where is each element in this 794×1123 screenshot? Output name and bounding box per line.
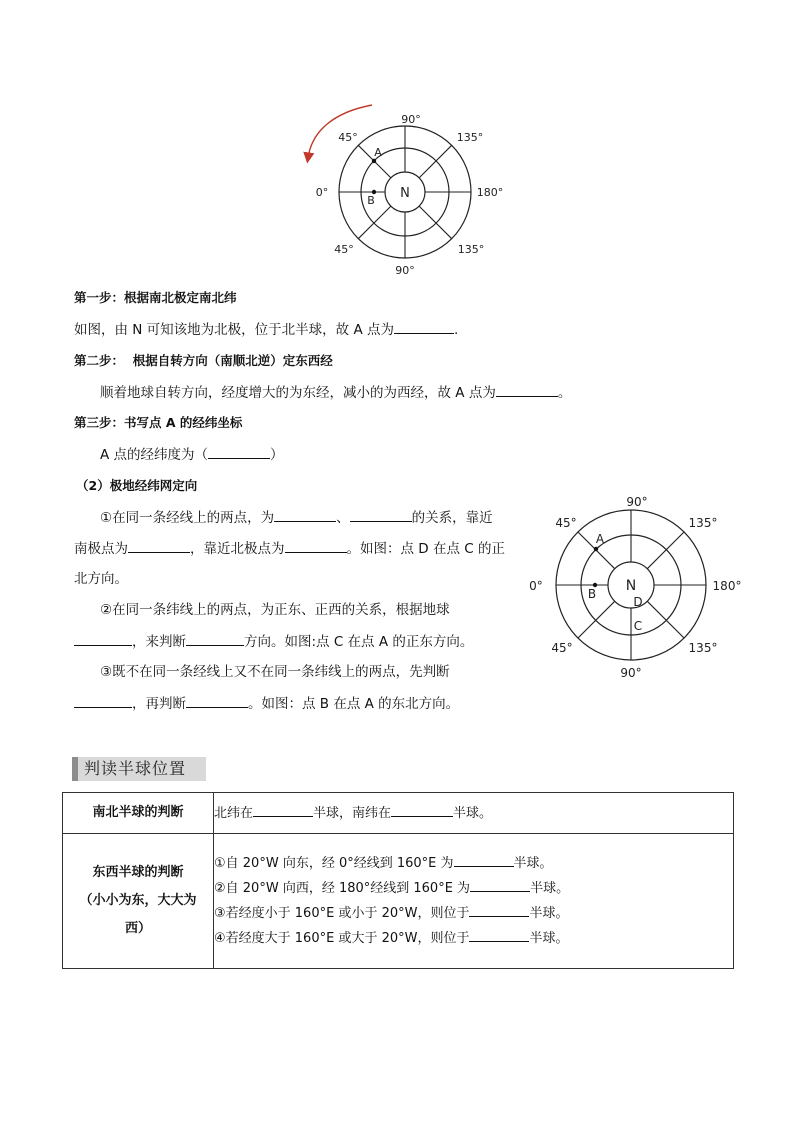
row2-item-2: [214, 876, 733, 901]
row2-content: [214, 834, 734, 969]
row2-label: [63, 834, 214, 969]
polar-p3-blank2[interactable]: [186, 693, 248, 708]
row2-item-4: [214, 926, 733, 951]
step2-text-b: 。: [557, 385, 572, 401]
step1-text: [74, 319, 458, 340]
polar-p2-line2: [74, 631, 473, 652]
row1-b: 半球，南纬在: [313, 805, 392, 821]
polar-p1-blank4[interactable]: [285, 538, 347, 553]
row2-item-3-text: ③若经度小于 160°E 或小于 20°W，则位于: [214, 906, 470, 921]
row1-label: 南北半球的判断: [63, 793, 214, 834]
center-label: N: [625, 578, 637, 594]
meridian-135-lr: [419, 206, 452, 239]
polar-p3-b: ，再判断: [132, 696, 186, 712]
polar-p2-blank2[interactable]: [186, 631, 244, 646]
polar-p2-c: 方向。如图:点 C 在点 A 的正东方向。: [244, 634, 474, 650]
step2-blank[interactable]: [496, 382, 558, 397]
label-top: 90°: [401, 113, 421, 126]
polar-p2-line1: ②在同一条纬线上的两点，为正东、正西的关系，根据地球: [100, 602, 450, 618]
step1-blank[interactable]: [394, 319, 454, 334]
polar-p1-blank2[interactable]: [350, 507, 412, 522]
row2-item-1-text: ①自 20°W 向东，经 0°经线到 160°E 为: [214, 856, 454, 871]
row1-content: [214, 793, 734, 834]
row1-blank1[interactable]: [253, 802, 313, 817]
row2-item-4-text: ④若经度大于 160°E 或大于 20°W，则位于: [214, 931, 470, 946]
polar-title: （2）极地经纬网定向: [76, 478, 198, 493]
row2-item-1-end: 半球。: [513, 856, 553, 871]
polar-p1-line2: [74, 538, 505, 559]
row2-item-3-end: 半球。: [529, 906, 569, 921]
point-d-label: D: [633, 595, 643, 609]
point-a-dot: [372, 159, 376, 163]
label-lower-right: 135°: [688, 641, 718, 655]
polar-diagram-2: [520, 490, 750, 685]
polar-p1-line3: 北方向。: [74, 571, 128, 587]
polar-p1-line1: [100, 507, 493, 528]
label-upper-right: 135°: [456, 131, 484, 144]
polar-diagram-1: [300, 100, 510, 280]
polar-p1-a: ①在同一条经线上的两点，为: [100, 510, 275, 526]
row2-item-3: [214, 901, 733, 926]
label-left: 0°: [315, 186, 329, 199]
label-upper-left: 45°: [555, 516, 577, 530]
point-a-label: A: [595, 532, 605, 546]
point-a-dot: [594, 547, 598, 551]
point-b-label: B: [587, 587, 597, 601]
polar-p1-d: 南极点为: [74, 541, 128, 557]
step3-blank[interactable]: [208, 444, 270, 459]
point-a-label: A: [374, 146, 382, 159]
row1-blank2[interactable]: [391, 802, 453, 817]
row2-item-1-blank[interactable]: [454, 852, 514, 867]
polar-p1-b: 、: [336, 510, 350, 526]
row2-label-line2: （小小为东，大大为: [79, 893, 197, 908]
step1-text-b: .: [454, 322, 459, 338]
polar-p1-blank1[interactable]: [274, 507, 336, 522]
step3-title: 第三步：书写点 A 的经纬坐标: [74, 415, 243, 430]
label-bottom: 90°: [395, 264, 415, 277]
polar-p2-blank1[interactable]: [74, 631, 132, 646]
section-heading: [72, 757, 206, 781]
label-right: 180°: [712, 579, 742, 593]
point-c-label: C: [633, 619, 643, 633]
step1-text-a: 如图，由 N 可知该地为北极，位于北半球，故 A 点为: [74, 322, 394, 338]
polar-p3-line1: ③既不在同一条经线上又不在同一条纬线上的两点，先判断: [100, 664, 450, 680]
point-b-label: B: [367, 194, 375, 207]
meridian-135-ur: [419, 145, 452, 178]
polar-p1-c: 的关系，靠近: [411, 510, 493, 526]
label-lower-right: 135°: [457, 243, 485, 256]
step3-text-b: ）: [270, 447, 284, 463]
meridian-lr: [647, 601, 684, 638]
polar-p1-f: 。如图：点 D 在点 C 的正: [346, 541, 505, 557]
table-row: [63, 793, 734, 834]
label-top: 90°: [626, 495, 648, 509]
row1-c: 半球。: [453, 805, 493, 821]
meridian-ll: [578, 601, 615, 638]
label-upper-right: 135°: [688, 516, 718, 530]
row1-a: 北纬在: [214, 805, 254, 821]
meridian-45-ll: [358, 206, 391, 239]
step3-text: [100, 444, 284, 465]
row2-item-4-blank[interactable]: [469, 927, 529, 942]
polar-p1-blank3[interactable]: [128, 538, 190, 553]
polar-p3-c: 。如图：点 B 在点 A 的东北方向。: [248, 696, 460, 712]
center-label: N: [400, 186, 410, 201]
step2-text-a: 顺着地球自转方向，经度增大的为东经，减小的为西经，故 A 点为: [100, 385, 496, 401]
hemisphere-table: [62, 792, 734, 969]
row2-item-1: [214, 851, 733, 876]
label-upper-left: 45°: [338, 131, 358, 144]
label-bottom: 90°: [620, 666, 642, 680]
row2-item-2-blank[interactable]: [470, 877, 530, 892]
step2-text: [100, 382, 571, 403]
meridian-ur: [647, 532, 684, 569]
polar-p3-line2: [74, 693, 459, 714]
row2-label-line3: 西）: [124, 921, 151, 936]
row2-item-4-end: 半球。: [529, 931, 569, 946]
row2-item-2-text: ②自 20°W 向西，经 180°经线到 160°E 为: [214, 881, 471, 896]
polar-p3-blank1[interactable]: [74, 693, 132, 708]
step3-text-a: A 点的经纬度为（: [100, 447, 209, 463]
row2-label-line1: 东西半球的判断: [92, 865, 184, 880]
label-lower-left: 45°: [551, 641, 573, 655]
row2-item-3-blank[interactable]: [469, 902, 529, 917]
table-row: [63, 834, 734, 969]
polar-p1-e: ，靠近北极点为: [190, 541, 285, 557]
polar-p2-b: ，来判断: [132, 634, 186, 650]
step2-title: 第二步： 根据自转方向（南顺北逆）定东西经: [74, 353, 333, 368]
label-left: 0°: [529, 579, 543, 593]
label-right: 180°: [476, 186, 504, 199]
step1-title: 第一步：根据南北极定南北纬: [74, 290, 237, 305]
label-lower-left: 45°: [334, 243, 354, 256]
row2-item-2-end: 半球。: [530, 881, 570, 896]
section-heading-text: 判读半球位置: [84, 759, 187, 778]
